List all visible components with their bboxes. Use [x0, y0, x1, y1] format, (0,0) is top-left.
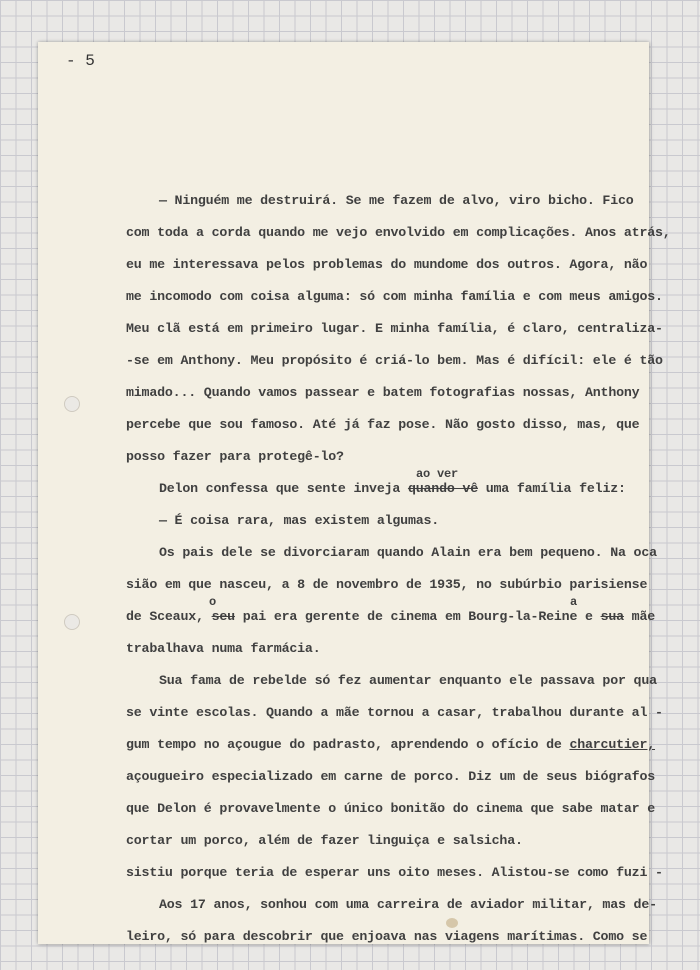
handwritten-insertion: a [570, 595, 578, 609]
underlined-text: charcutier, [569, 737, 656, 752]
text-line [159, 481, 626, 497]
text-line: eu me interessava pelos problemas do mundome dos outros. Agora, não [126, 257, 648, 272]
text-line: leiro, só para descobrir que enjoava nas viagens marítimas. Como se [126, 929, 648, 944]
text-line: -se em Anthony. Meu propósito é criá-lo bem. Mas é difícil: ele é tão [126, 353, 663, 368]
text-line: se vinte escolas. Quando a mãe tornou a casar, trabalhou durante al - [126, 705, 663, 720]
text-segment: pai era gerente de cinema em Bourg-la-Reine e [234, 609, 601, 624]
page-number: - 5 [66, 52, 95, 70]
text-segment: Delon confessa que sente inveja [159, 481, 408, 496]
struck-text: seu [211, 609, 235, 624]
text-line: percebe que sou famoso. Até já faz pose. Não gosto disso, mas, que [126, 417, 640, 432]
text-line: me incomodo com coisa alguma: só com minha família e com meus amigos. [126, 289, 663, 304]
text-line: — É coisa rara, mas existem algumas. [159, 513, 440, 528]
text-line: que Delon é provavelmente o único bonitão do cinema que sabe matar e [126, 801, 656, 816]
struck-text: quando vê [407, 481, 478, 496]
text-line: Meu clã está em primeiro lugar. E minha família, é claro, centraliza- [126, 321, 663, 336]
binder-hole-top [64, 396, 80, 412]
text-line [126, 737, 655, 753]
typewritten-page [38, 42, 671, 944]
text-segment: de Sceaux, [126, 609, 212, 624]
paper-stain [446, 918, 458, 928]
handwritten-insertion: ao ver [416, 467, 459, 481]
text-line: açougueiro especializado em carne de porco. Diz um de seus biógrafos [126, 769, 656, 784]
text-line: cortar um porco, além de fazer linguiça e salsicha. [126, 833, 523, 848]
text-line: sistiu porque teria de esperar uns oito meses. Alistou-se como fuzi - [126, 865, 663, 880]
text-line [126, 609, 655, 625]
text-line: posso fazer para protegê-lo? [126, 449, 344, 464]
text-segment: gum tempo no açougue do padrasto, aprendendo o ofício de [126, 737, 570, 752]
text-line: mimado... Quando vamos passear e batem fotografias nossas, Anthony [126, 385, 640, 400]
text-line: trabalhava numa farmácia. [126, 641, 321, 656]
text-line: Aos 17 anos, sonhou com uma carreira de aviador militar, mas de- [159, 897, 657, 912]
text-line: Os pais dele se divorciaram quando Alain era bem pequeno. Na oca [159, 545, 657, 560]
text-segment: uma família feliz: [477, 481, 626, 496]
binder-hole-bottom [64, 614, 80, 630]
handwritten-insertion: o [209, 595, 217, 609]
text-line: Sua fama de rebelde só fez aumentar enquanto ele passava por qua [159, 673, 657, 688]
text-line: — Ninguém me destruirá. Se me fazem de alvo, viro bicho. Fico [159, 193, 634, 208]
text-line: sião em que nasceu, a 8 de novembro de 1935, no subúrbio parisiense [126, 577, 648, 592]
text-segment: mãe [623, 609, 656, 624]
struck-text: sua [600, 609, 624, 624]
text-line: com toda a corda quando me vejo envolvido em complicações. Anos atrás, [126, 225, 671, 240]
